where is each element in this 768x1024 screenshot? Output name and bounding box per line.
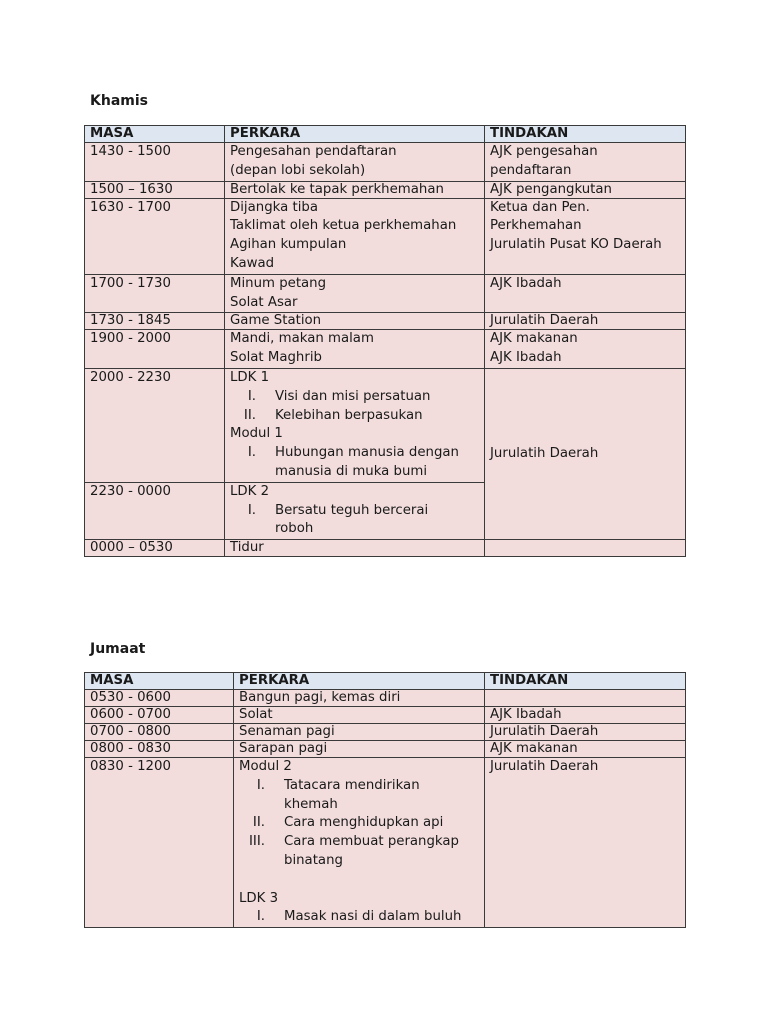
masa-cell: 0000 – 0530 — [85, 540, 225, 557]
header-tindakan: TINDAKAN — [485, 673, 686, 690]
table-row — [85, 330, 686, 369]
table-row — [85, 540, 686, 557]
table-row — [85, 198, 686, 274]
masa-cell: 2000 - 2230 — [85, 368, 225, 482]
blank-line — [239, 871, 479, 890]
masa-cell: 0830 - 1200 — [85, 758, 234, 928]
item-text: Bersatu teguh bercerai — [275, 502, 429, 518]
list-item — [230, 444, 479, 463]
item-number: III. — [249, 834, 265, 850]
perkara-cell: Tidur — [225, 540, 485, 557]
perkara-line: Agihan kumpulan — [230, 237, 347, 253]
perkara-line: Dijangka tiba — [230, 199, 318, 215]
tindakan-line: AJK pengesahan — [490, 144, 598, 159]
item-text: Visi dan misi persatuan — [275, 388, 431, 404]
tindakan-cell: AJK pengangkutan — [485, 181, 686, 198]
tindakan-cell — [485, 330, 686, 369]
tindakan-line: Ketua dan Pen. — [490, 199, 590, 215]
perkara-cell: Senaman pagi — [234, 724, 485, 741]
perkara-cell — [225, 330, 485, 369]
item-number: II. — [252, 815, 265, 831]
khamis-schedule-table — [84, 125, 686, 557]
item-text: Tatacara mendirikan — [284, 777, 420, 793]
table-row — [85, 758, 686, 928]
masa-cell: 1700 - 1730 — [85, 274, 225, 313]
item-text: Kelebihan berpasukan — [275, 407, 423, 423]
tindakan-cell: AJK Ibadah — [485, 707, 686, 724]
item-number: I. — [247, 502, 256, 518]
item-number: I. — [247, 445, 256, 461]
item-text: binatang — [284, 852, 343, 868]
table-row — [85, 368, 686, 482]
list-item — [230, 407, 479, 426]
masa-cell: 1430 - 1500 — [85, 143, 225, 182]
perkara-line: Solat Maghrib — [230, 350, 322, 366]
item-text: roboh — [275, 521, 314, 537]
item-number: I. — [256, 909, 265, 925]
ldk-heading: LDK 2 — [230, 483, 270, 499]
perkara-line: (depan lobi sekolah) — [230, 162, 366, 178]
perkara-cell — [225, 143, 485, 182]
list-item — [239, 777, 479, 796]
tindakan-cell: Jurulatih Daerah — [485, 724, 686, 741]
perkara-cell — [225, 198, 485, 274]
item-text: manusia di muka bumi — [275, 463, 428, 479]
tindakan-line: AJK makanan — [490, 331, 578, 347]
list-item-continuation — [239, 796, 479, 815]
perkara-cell: Bertolak ke tapak perkhemahan — [225, 181, 485, 198]
list-item-continuation — [239, 852, 479, 871]
list-item — [230, 388, 479, 407]
perkara-cell: Game Station — [225, 313, 485, 330]
perkara-line: Taklimat oleh ketua perkhemahan — [230, 218, 457, 234]
list-item — [239, 814, 479, 833]
item-number: I. — [247, 388, 256, 404]
perkara-cell: Bangun pagi, kemas diri — [234, 690, 485, 707]
list-item — [239, 908, 479, 927]
item-text: Masak nasi di dalam buluh — [284, 909, 462, 925]
header-perkara: PERKARA — [225, 126, 485, 143]
masa-cell: 1730 - 1845 — [85, 313, 225, 330]
perkara-line: Mandi, makan malam — [230, 331, 374, 347]
table-row — [85, 143, 686, 182]
table-row — [85, 313, 686, 330]
tindakan-cell — [485, 540, 686, 557]
table-row — [85, 741, 686, 758]
list-item — [239, 833, 479, 852]
item-text: Cara menghidupkan api — [284, 815, 444, 831]
ldk-heading: LDK 1 — [230, 369, 270, 385]
masa-cell: 0800 - 0830 — [85, 741, 234, 758]
tindakan-cell: Jurulatih Daerah — [485, 758, 686, 928]
masa-cell: 0600 - 0700 — [85, 707, 234, 724]
item-number: I. — [256, 777, 265, 793]
table-header-row — [85, 673, 686, 690]
list-item-continuation — [230, 520, 479, 539]
khamis-title: Khamis — [90, 93, 148, 109]
jumaat-title: Jumaat — [90, 641, 146, 657]
header-masa: MASA — [85, 126, 225, 143]
masa-cell: 1630 - 1700 — [85, 198, 225, 274]
tindakan-line: Jurulatih Pusat KO Daerah — [490, 237, 662, 253]
table-row — [85, 690, 686, 707]
item-text: khemah — [284, 796, 338, 812]
list-item — [230, 502, 479, 521]
table-row — [85, 724, 686, 741]
table-row — [85, 274, 686, 313]
jumaat-schedule-table — [84, 672, 686, 928]
item-text: Hubungan manusia dengan — [275, 445, 459, 461]
tindakan-line: pendaftaran — [490, 162, 572, 178]
perkara-line: Pengesahan pendaftaran — [230, 144, 397, 159]
table-row — [85, 707, 686, 724]
masa-cell: 0530 - 0600 — [85, 690, 234, 707]
table-row — [85, 181, 686, 198]
perkara-line: Kawad — [230, 255, 275, 271]
masa-cell: 0700 - 0800 — [85, 724, 234, 741]
item-number: II. — [243, 407, 256, 423]
tindakan-cell: Jurulatih Daerah — [485, 313, 686, 330]
perkara-cell — [234, 758, 485, 928]
tindakan-line: Perkhemahan — [490, 218, 582, 234]
masa-cell: 2230 - 0000 — [85, 482, 225, 539]
perkara-cell — [225, 368, 485, 482]
masa-cell: 1500 – 1630 — [85, 181, 225, 198]
perkara-cell: Sarapan pagi — [234, 741, 485, 758]
tindakan-cell-merged: Jurulatih Daerah — [485, 368, 686, 539]
header-perkara: PERKARA — [234, 673, 485, 690]
modul-heading: Modul 1 — [230, 426, 283, 442]
tindakan-cell: AJK makanan — [485, 741, 686, 758]
tindakan-cell — [485, 690, 686, 707]
masa-cell: 1900 - 2000 — [85, 330, 225, 369]
tindakan-cell — [485, 198, 686, 274]
list-item-continuation — [230, 463, 479, 482]
tindakan-cell — [485, 143, 686, 182]
ldk-heading: LDK 3 — [239, 890, 279, 906]
perkara-cell — [225, 274, 485, 313]
modul-heading: Modul 2 — [239, 759, 292, 774]
perkara-cell: Solat — [234, 707, 485, 724]
item-text: Cara membuat perangkap — [284, 834, 459, 850]
perkara-line: Minum petang — [230, 275, 327, 291]
header-masa: MASA — [85, 673, 234, 690]
tindakan-line: AJK Ibadah — [490, 350, 562, 366]
perkara-cell — [225, 482, 485, 539]
table-header-row — [85, 126, 686, 143]
perkara-line: Solat Asar — [230, 294, 298, 310]
tindakan-cell: AJK Ibadah — [485, 274, 686, 313]
header-tindakan: TINDAKAN — [485, 126, 686, 143]
